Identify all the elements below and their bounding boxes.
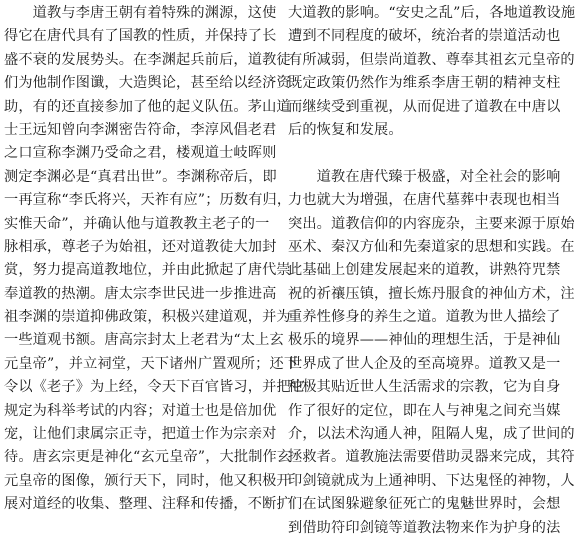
right-column-text-line: 印剑镜就成为上通神明、下达鬼怪的神物，人 [288, 472, 575, 489]
left-column-text-line: 展对道经的收集、整理、注释和传播，不断扩 [4, 496, 291, 513]
left-column-text-line: 脉相承，尊老子为始祖，还对道教徒大加封 [4, 238, 277, 255]
left-column-text-line: 得它在唐代具有了国教的性质，并保持了长 [4, 28, 277, 45]
left-column-text-line: 助，有的还直接参加了他的起义队伍。茅山道 [4, 98, 291, 115]
right-column-text-line: 突出。道教信仰的内容庞杂，主要来源于原始 [288, 215, 575, 232]
right-column-text-line: 们在试图躲避象征死亡的鬼魅世界时，会想 [288, 496, 561, 513]
right-column-text-line: 巫术、秦汉方仙和先秦道家的思想和实践。在 [288, 238, 575, 255]
left-column-text-line: 待。唐玄宗更是神化“玄元皇帝”，大批制作玄 [4, 449, 292, 466]
right-column-text-line: 拯救者。道教施法需要借助灵器来完成，其符 [288, 449, 575, 466]
right-column-text-line: 力也就大为增强，在唐代墓葬中表现也相当 [288, 192, 561, 209]
right-column-text-line: 重养性修身的养生之道。道教为世人描绘了 [288, 309, 561, 326]
left-text-column [4, 2, 306, 517]
right-column-text-line: 祝的祈禳压镇，擅长炼丹服食的神仙方术，注 [288, 285, 575, 302]
right-column-text-line: 极乐的境界——神仙的理想生活，于是神仙 [288, 332, 561, 349]
left-column-text-line: 令以《老子》为上经，令天下百官皆习，并把它 [4, 379, 306, 396]
right-column-text-line: 作了很好的定位，即在人与神鬼之间充当媒 [288, 402, 561, 419]
left-column-text-line: 之口宣称李渊乃受命之君，楼观道士岐晖则 [4, 145, 277, 162]
left-column-text-line: 盛不衰的发展势头。在李渊起兵前后，道教徒 [4, 51, 291, 68]
left-column-text-line: 规定为科举考试的内容；对道士也是倍加优 [4, 402, 277, 419]
left-column-text-line: 元皇帝”，并立祠堂，天下诸州广置观所；还下 [4, 355, 299, 372]
left-column-text-line: 士王远知曾向李渊密告符命，李淳风倡老君 [4, 121, 277, 138]
right-column-text-line: 有所减弱，但崇尚道教、尊奉其祖玄元皇帝的 [288, 51, 575, 68]
left-column-text-line: 元皇帝的图像，颁行天下，同时，他又积极开 [4, 472, 291, 489]
right-column-text-line: 到借助符印剑镜等道教法物来作为护身的法 [288, 519, 561, 536]
left-column-text-line: 们为他制作图谶，大造舆论，甚至给以经济资 [4, 75, 291, 92]
left-column-text-line: 一些道观书额。唐高宗封太上老君为“太上玄 [4, 332, 284, 349]
right-column-text-line: 道教在唐代臻于极盛，对全社会的影响 [288, 168, 561, 185]
left-column-text-line: 奉道教的热潮。唐太宗李世民进一步推进高 [4, 285, 277, 302]
right-column-text-line: 此基础上创建发展起来的道教，讲熟符咒禁 [288, 262, 561, 279]
left-column-text-line: 赏，努力提高道教地位，并由此掀起了唐代崇 [4, 262, 291, 279]
left-column-text-line: 道教与李唐王朝有着特殊的渊源，这使 [4, 5, 277, 21]
left-column-text-line: 测定李渊必是“真君出世”。李渊称帝后，即 [4, 168, 277, 185]
right-column-text-line: 既定政策仍然作为维系李唐王朝的精神支柱 [288, 75, 561, 92]
left-column-text-line: 一再宣称“李氏将兴，天祚有应”；历数有归， [4, 192, 292, 209]
left-column-text-line: 祖李渊的崇道抑佛政策，积极兴建道观，并为 [4, 309, 291, 326]
right-column-text-line [288, 142, 558, 165]
right-column-text-line: 种极其贴近世人生活需求的宗教，它为自身 [288, 379, 561, 396]
right-column-text-line: 后的恢复和发展。 [288, 121, 403, 138]
left-column-text-line: 宠，让他们隶属宗正寺，把道士作为宗亲对 [4, 426, 277, 443]
right-text-column [288, 2, 575, 540]
right-column-text-line: 世界成了世人企及的至高境界。道教又是一 [288, 355, 561, 372]
right-column-text-line: 而继续受到重视，从而促进了道教在中唐以 [288, 98, 561, 115]
right-column-text-line: 遭到不同程度的破坏，统治者的崇道活动也 [288, 28, 561, 45]
right-column-text-line: 介，以法术沟通人神，阻隔人鬼，成了世间的 [288, 426, 575, 443]
left-column-text-line: 实惟天命”，并确认他与道教教主老子的一 [4, 215, 270, 232]
right-column-text-line: 大道教的影响。“安史之乱”后，各地道教设施 [288, 5, 575, 21]
